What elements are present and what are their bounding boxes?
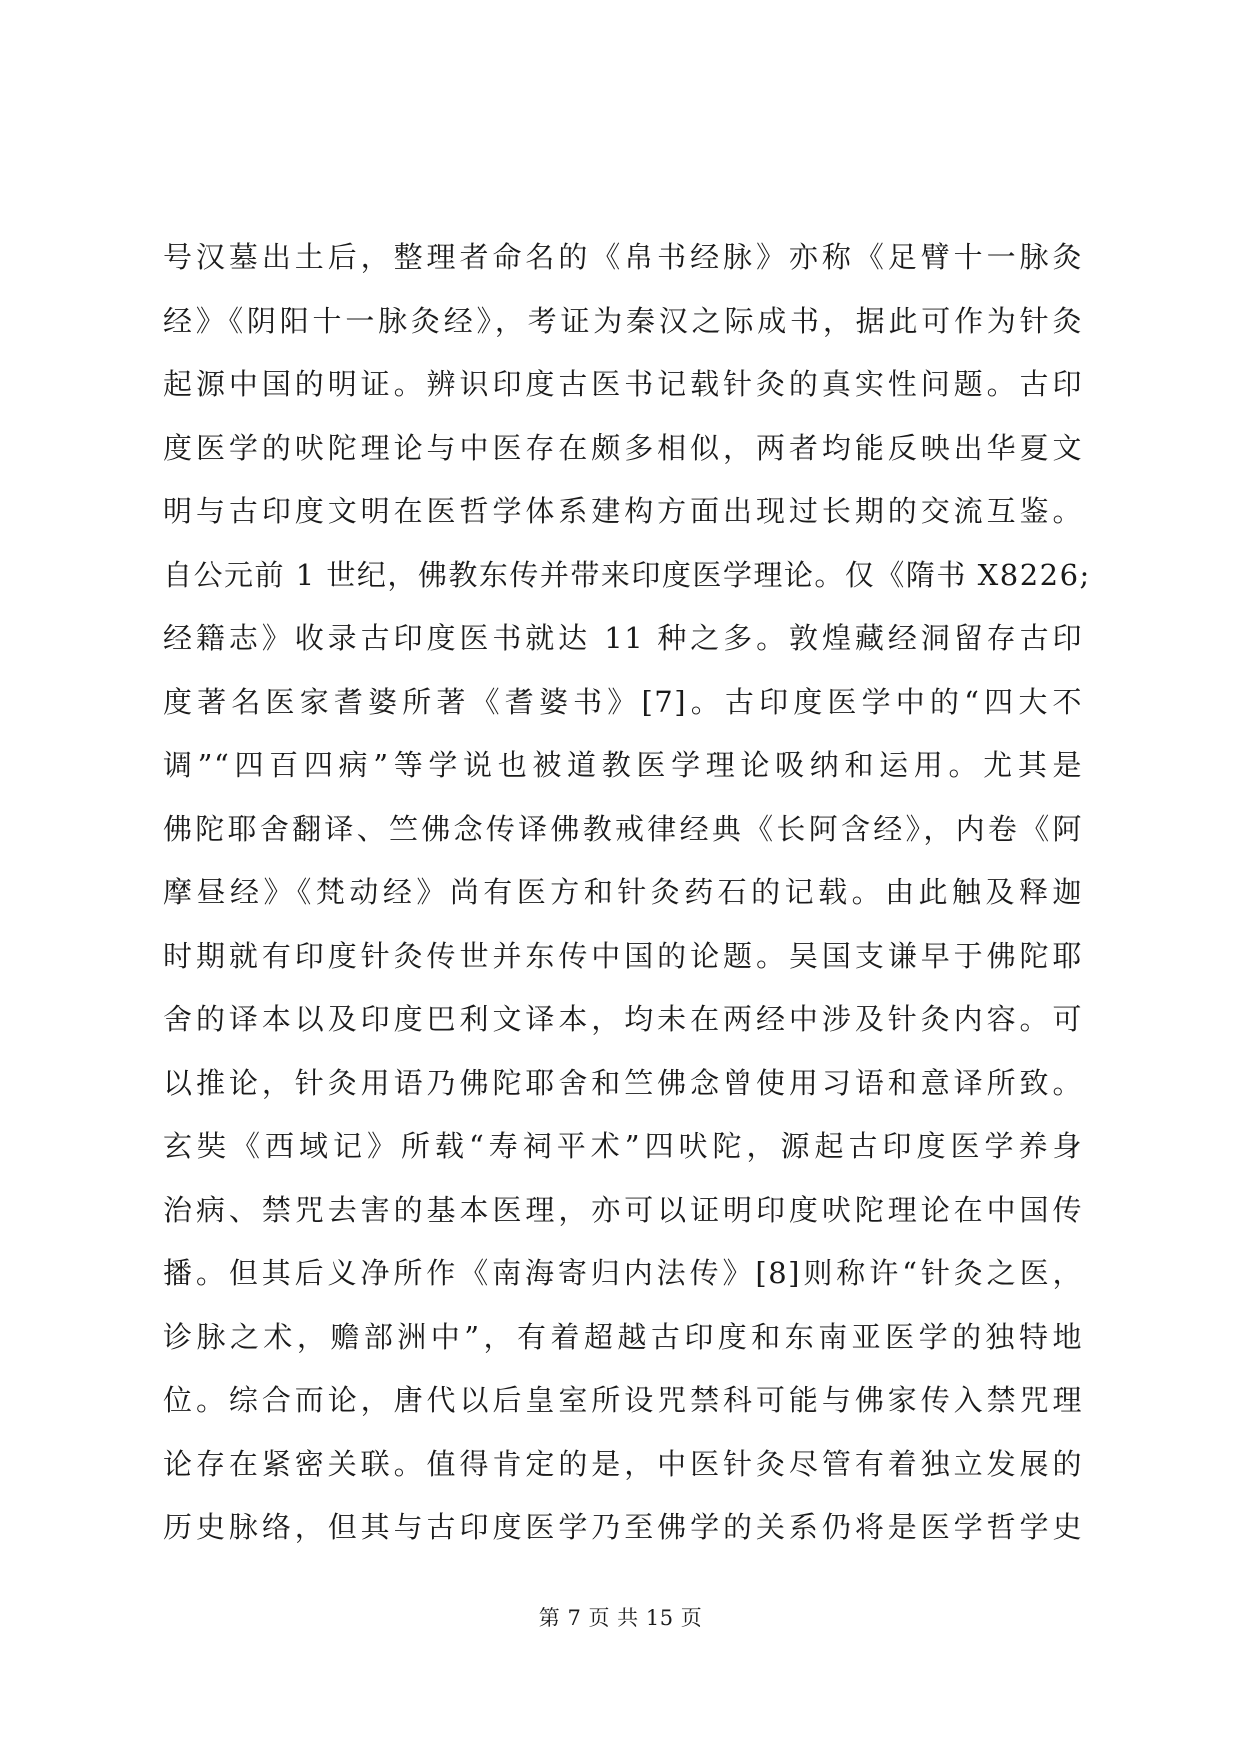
- text-line-3: 起源中国的明证。辨识印度古医书记载针灸的真实性问题。古印: [163, 367, 1083, 401]
- text-line-7: 经籍志》收录古印度医书就达 11 种之多。敦煌藏经洞留存古印: [163, 621, 1083, 655]
- text-line-15: 玄奘《西域记》所载“寿祠平术”四吠陀，源起古印度医学养身: [163, 1129, 1083, 1163]
- text-line-11: 摩昼经》《梵动经》尚有医方和针灸药石的记载。由此触及释迦: [163, 875, 1083, 909]
- text-line-12: 时期就有印度针灸传世并东传中国的论题。吴国支谦早于佛陀耶: [163, 938, 1083, 973]
- text-line-4: 度医学的吠陀理论与中医存在颇多相似，两者均能反映出华夏文: [163, 430, 1083, 465]
- text-line-1: 号汉墓出土后，整理者命名的《帛书经脉》亦称《足臂十一脉灸: [163, 240, 1083, 274]
- text-line-8: 度著名医家耆婆所著《耆婆书》[7]。古印度医学中的“四大不: [163, 684, 1083, 719]
- text-line-16: 治病、禁咒去害的基本医理，亦可以证明印度吠陀理论在中国传: [163, 1192, 1083, 1227]
- body-paragraph: [163, 226, 1091, 1560]
- text-line-17: 播。但其后义净所作《南海寄归内法传》[8]则称许“针灸之医，: [163, 1256, 1083, 1290]
- text-line-19: 位。综合而论，唐代以后皇室所设咒禁科可能与佛家传入禁咒理: [163, 1383, 1083, 1417]
- text-line-9: 调”“四百四病”等学说也被道教医学理论吸纳和运用。尤其是: [163, 748, 1083, 782]
- text-line-5: 明与古印度文明在医哲学体系建构方面出现过长期的交流互鉴。: [163, 494, 1083, 528]
- text-line-14: 以推论，针灸用语乃佛陀耶舍和竺佛念曾使用习语和意译所致。: [163, 1065, 1083, 1100]
- text-line-10: 佛陀耶舍翻译、竺佛念传译佛教戒律经典《长阿含经》，内卷《阿: [163, 811, 1083, 846]
- text-line-20: 论存在紧密关联。值得肯定的是，中医针灸尽管有着独立发展的: [163, 1446, 1083, 1481]
- text-line-21: 历史脉络，但其与古印度医学乃至佛学的关系仍将是医学哲学史: [163, 1510, 1083, 1544]
- page-number-footer: 第 7 页 共 15 页: [538, 1606, 703, 1630]
- text-line-6: 自公元前 1 世纪，佛教东传并带来印度医学理论。仅《隋书 X8226;: [163, 557, 1091, 592]
- text-line-13: 舍的译本以及印度巴利文译本，均未在两经中涉及针灸内容。可: [163, 1002, 1083, 1036]
- text-line-18: 诊脉之术，赡部洲中”，有着超越古印度和东南亚医学的独特地: [163, 1319, 1083, 1354]
- text-line-2: 经》《阴阳十一脉灸经》，考证为秦汉之际成书，据此可作为针灸: [163, 303, 1083, 338]
